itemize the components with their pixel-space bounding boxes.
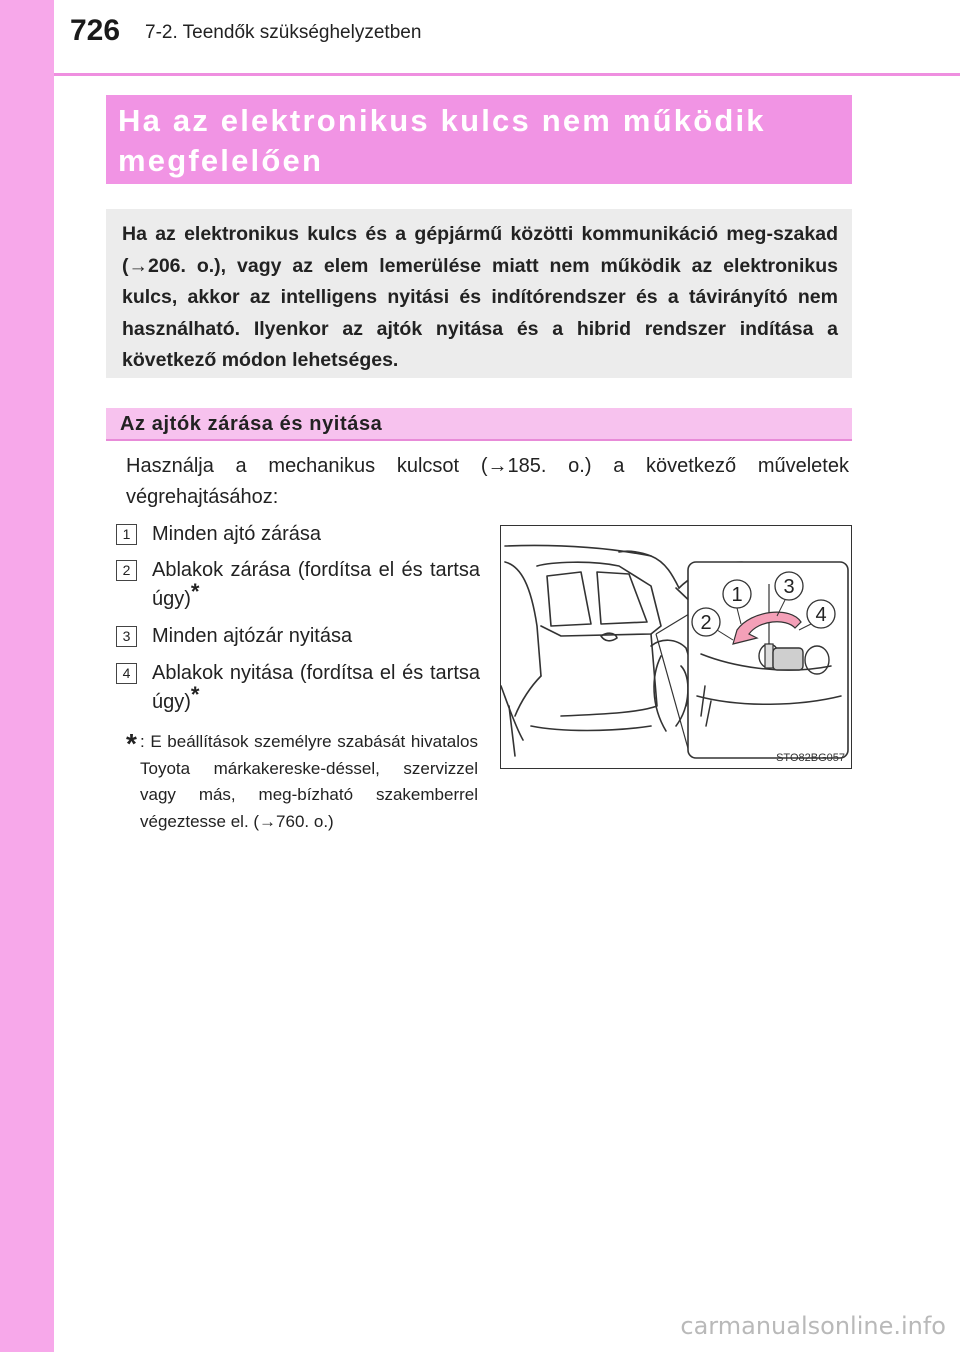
car-door-drawing <box>501 526 851 768</box>
footnote-star: * <box>126 728 137 759</box>
step-number: 4 <box>116 663 137 684</box>
callout-label: 3 <box>783 576 795 598</box>
step-item <box>116 556 480 614</box>
callout-label: 2 <box>700 612 712 634</box>
header-divider <box>54 73 960 76</box>
step-text: Minden ajtózár nyitása <box>152 625 353 647</box>
step-item <box>116 659 480 717</box>
side-tab-strip <box>0 0 54 1352</box>
step-item <box>116 520 480 549</box>
callout-label: 1 <box>731 584 743 606</box>
section-title: Ha az elektronikus kulcs nem működik megfelelően <box>106 95 852 184</box>
instruction-paragraph: Használja a mechanikus kulcsot (→185. o.) a következő műveletek végrehajtásához: <box>126 455 849 508</box>
callout-label: 4 <box>815 604 827 626</box>
step-text: Minden ajtó zárása <box>152 523 321 545</box>
page-number: 726 <box>70 14 121 47</box>
step-number: 3 <box>116 626 137 647</box>
intro-box: Ha az elektronikus kulcs és a gépjármű közötti kommunikáció meg-szakad (→206. o.), vagy az elem lemerülése miatt nem működik az elektronikus kulcs, akkor az intelligens nyitási és indítórendszer és a távirányító nem használható. Ilyenkor az ajtók nyitása és a hibrid rendszer indítása a következő módon lehetséges. <box>106 209 852 378</box>
step-number: 2 <box>116 560 137 581</box>
step-text: Ablakok nyitása (fordítsa el és tartsa úgy) <box>152 662 480 713</box>
footnote-marker: * <box>190 682 200 707</box>
subsection-title: Az ajtók zárása és nyitása <box>106 408 852 441</box>
chapter-title: 7-2. Teendők szükséghelyzetben <box>145 22 422 43</box>
step-item <box>116 622 480 651</box>
footnote-marker: * <box>190 579 200 604</box>
car-key-illustration <box>500 525 852 769</box>
step-number: 1 <box>116 524 137 545</box>
figure-code: STO82BG057 <box>776 752 845 764</box>
watermark: carmanualsonline.info <box>680 1312 946 1340</box>
step-text: Ablakok zárása (fordítsa el és tartsa úgy) <box>152 559 480 610</box>
footnote-text: : E beállítások személyre szabását hivatalos Toyota márkakereske-déssel, szervizzel vagy más, meg-bízható szakemberrel végeztesse el. (→760. o.) <box>140 732 478 831</box>
footnote <box>126 729 478 835</box>
